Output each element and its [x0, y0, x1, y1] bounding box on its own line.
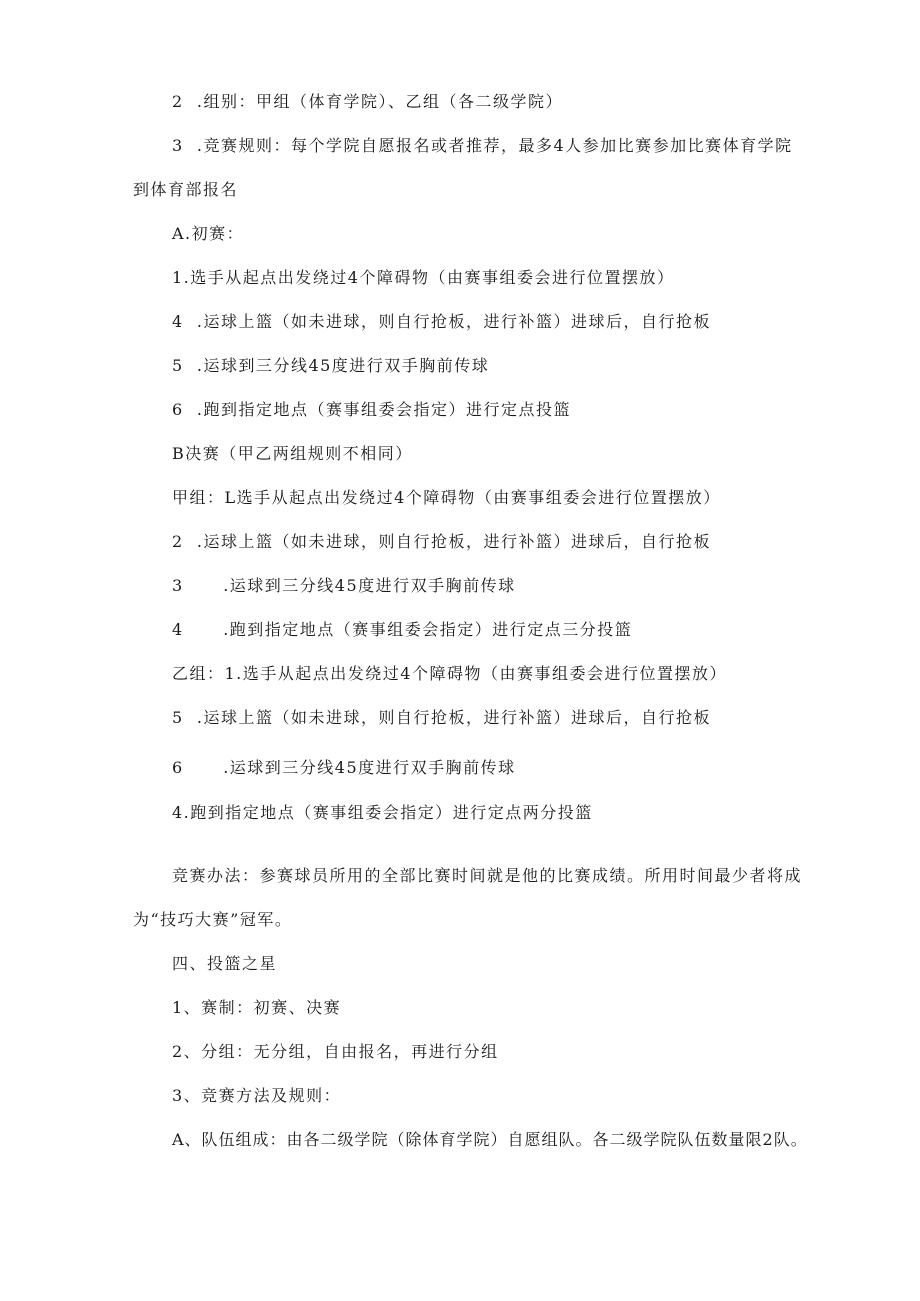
text-line: 3、竞赛方法及规则：	[172, 1086, 342, 1105]
text-line: 乙组：1.选手从起点出发绕过4个障碍物（由赛事组委会进行位置摆放）	[172, 664, 727, 683]
text-line: A、队伍组成：由各二级学院（除体育学院）自愿组队。各二级学院队伍数量限2队。	[172, 1130, 808, 1149]
text-line: 四、投篮之星	[172, 954, 278, 973]
text-line: 6 .运球到三分线45度进行双手胸前传球	[172, 758, 516, 777]
text-line: 2 .运球上篮（如未进球，则自行抢板，进行补篮）进球后，自行抢板	[172, 532, 711, 551]
text-line: B决赛（甲乙两组规则不相同）	[172, 444, 413, 463]
text-line: 到体育部报名	[133, 180, 239, 199]
text-line: 1.选手从起点出发绕过4个障碍物（由赛事组委会进行位置摆放）	[172, 268, 675, 287]
text-line: 5 .运球到三分线45度进行双手胸前传球	[172, 356, 490, 375]
text-line: 竞赛办法：参赛球员所用的全部比赛时间就是他的比赛成绩。所用时间最少者将成	[172, 866, 803, 885]
text-line: 6 .跑到指定地点（赛事组委会指定）进行定点投篮	[172, 400, 571, 419]
text-line: 3 .运球到三分线45度进行双手胸前传球	[172, 576, 516, 595]
text-line: 5 .运球上篮（如未进球，则自行抢板，进行补篮）进球后，自行抢板	[172, 708, 711, 727]
text-line: 甲组：L选手从起点出发绕过4个障碍物（由赛事组委会进行位置摆放）	[172, 488, 721, 507]
text-line: A.初赛：	[172, 224, 245, 243]
text-line: 4 .运球上篮（如未进球，则自行抢板，进行补篮）进球后，自行抢板	[172, 312, 711, 331]
text-line: 1、赛制：初赛、决赛	[172, 998, 342, 1017]
text-line: 4 .跑到指定地点（赛事组委会指定）进行定点三分投篮	[172, 620, 633, 639]
text-line: 3 .竞赛规则：每个学院自愿报名或者推荐，最多4人参加比赛参加比赛体育学院	[172, 136, 793, 155]
text-line: 2、分组：无分组，自由报名，再进行分组	[172, 1042, 499, 1061]
text-line: 4.跑到指定地点（赛事组委会指定）进行定点两分投篮	[172, 803, 593, 822]
text-line: 2 .组别：甲组（体育学院）、乙组（各二级学院）	[172, 92, 563, 111]
text-line: 为“技巧大赛”冠军。	[133, 910, 293, 929]
